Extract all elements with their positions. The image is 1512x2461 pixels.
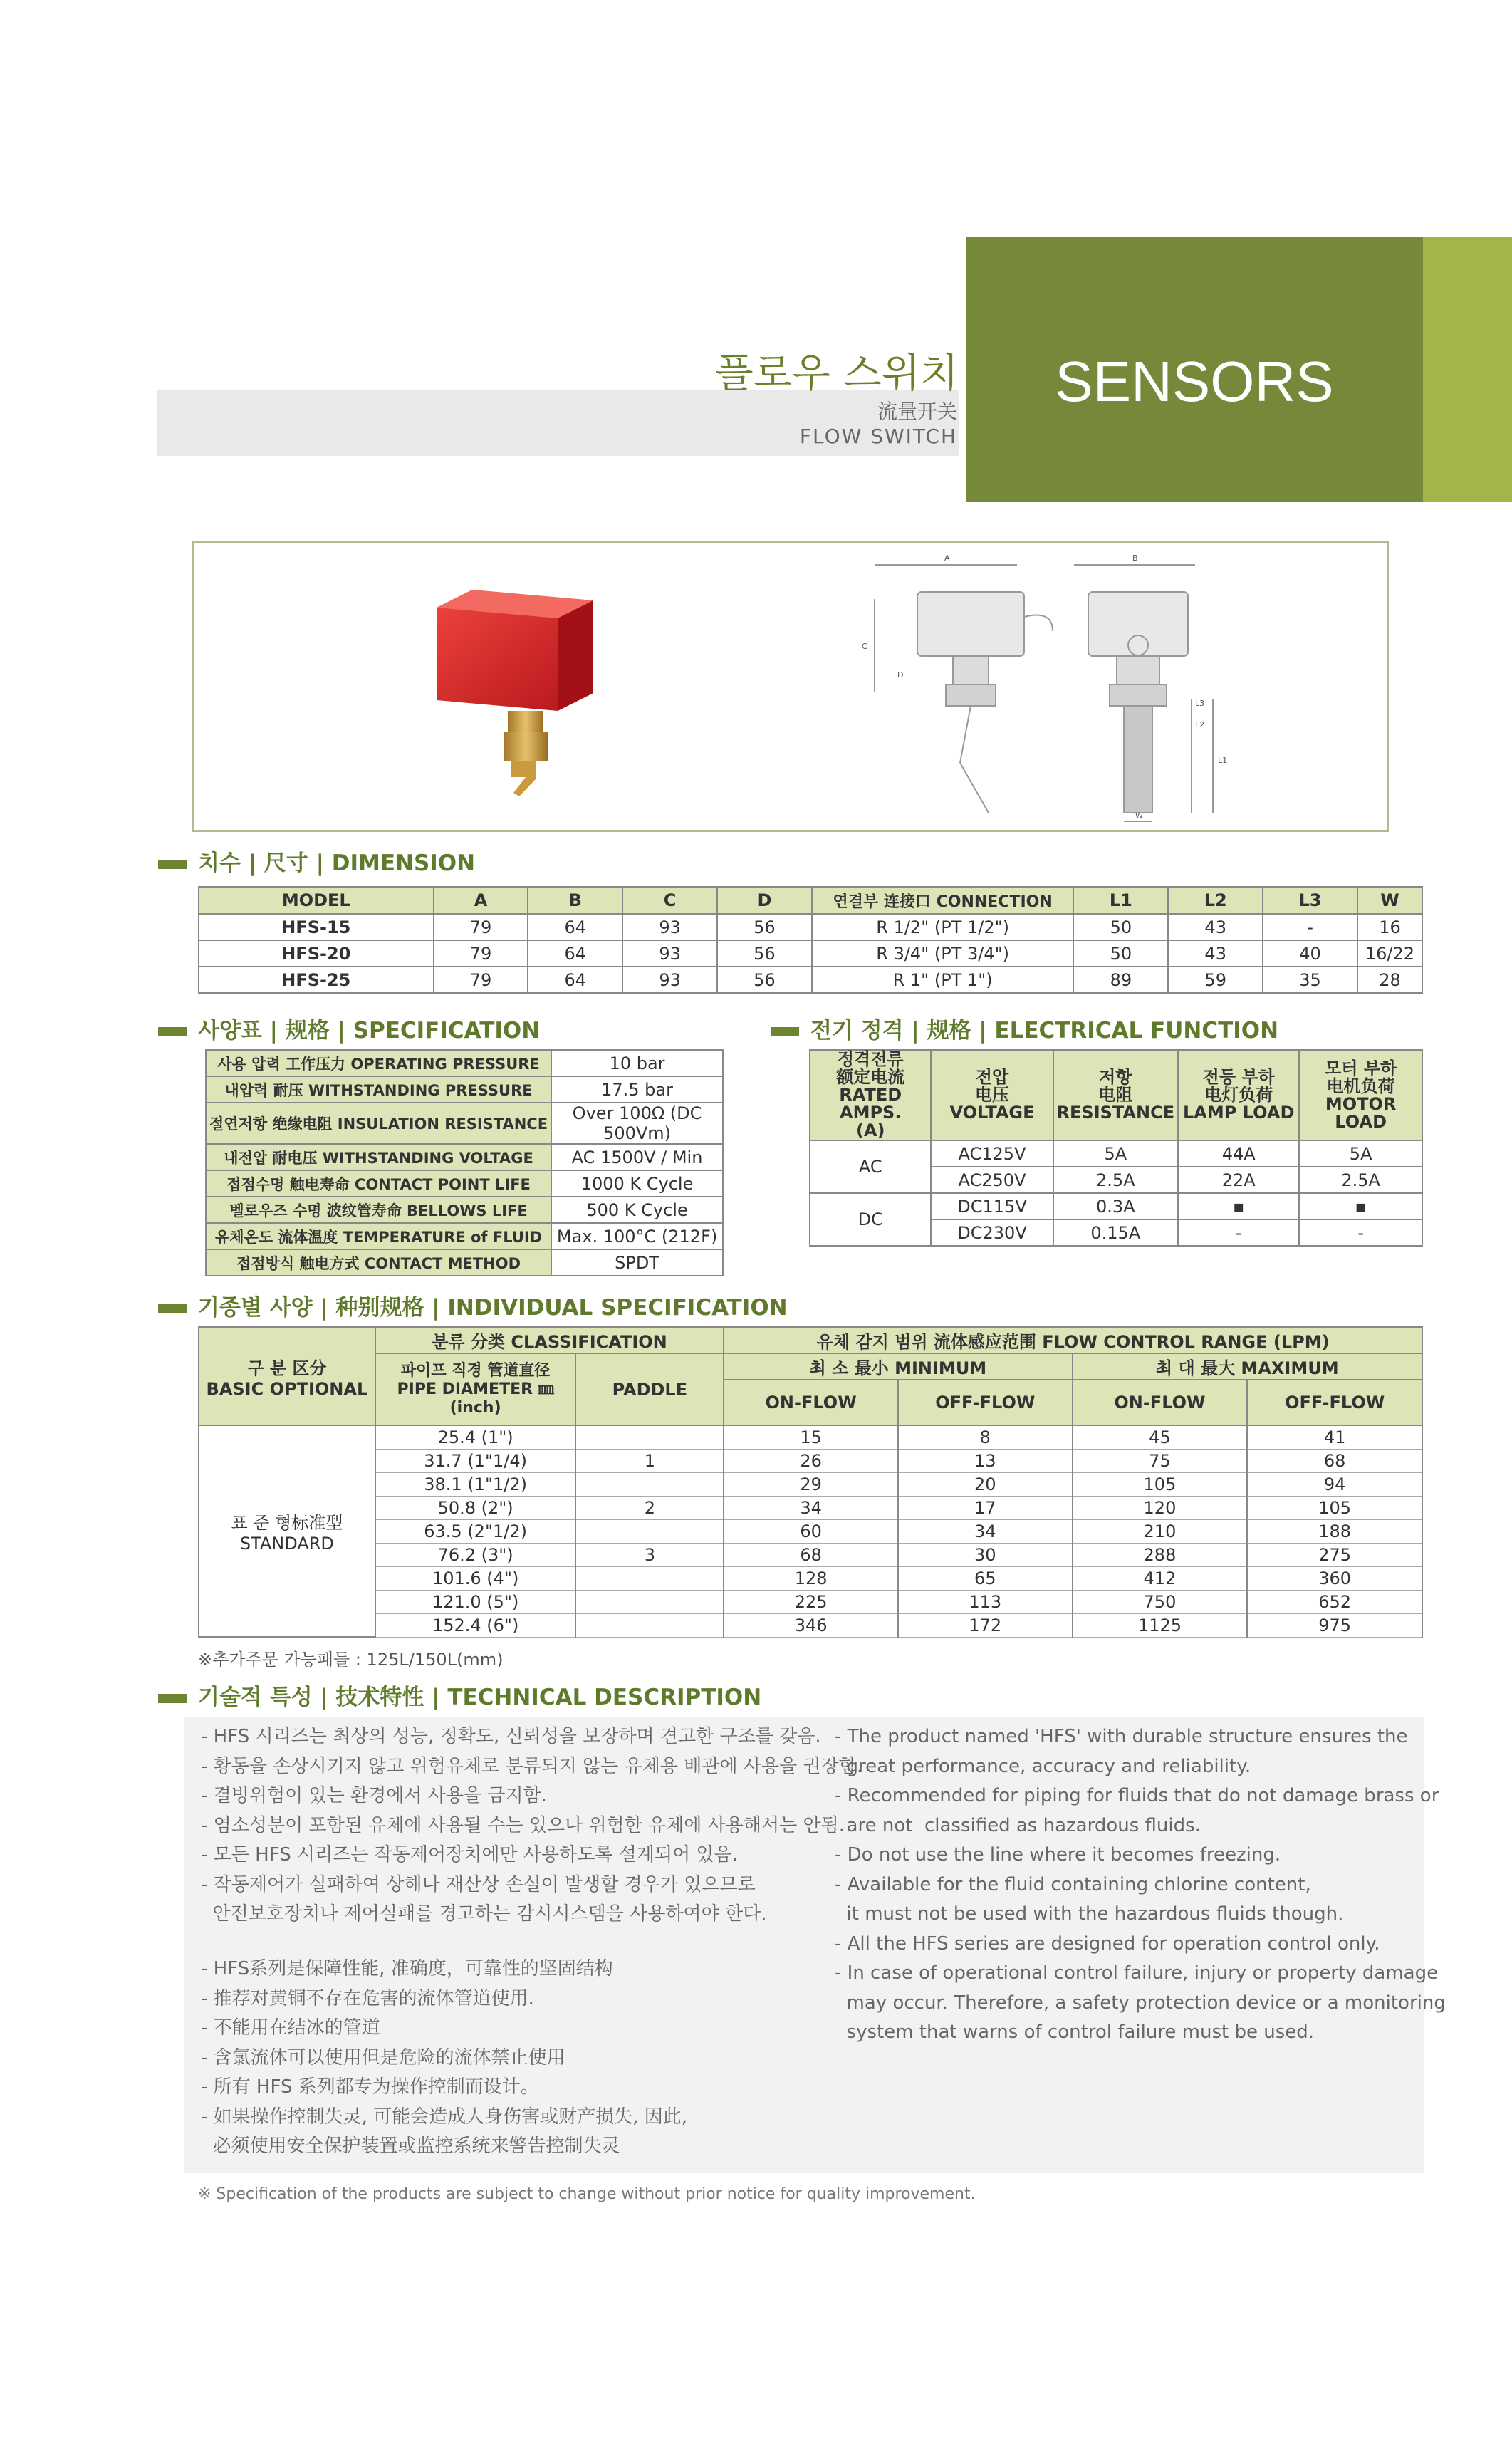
- table-row: [206, 1103, 723, 1144]
- table-cell: 1125: [1073, 1613, 1248, 1637]
- table-cell: 64: [528, 967, 622, 993]
- table-cell: 76.2 (3"): [375, 1543, 576, 1566]
- technical-line: - The product named 'HFS' with durable structure ensures the: [835, 1726, 1408, 1747]
- table-cell: 56: [717, 967, 812, 993]
- current-type: AC: [810, 1140, 931, 1193]
- table-cell: 2: [575, 1496, 724, 1519]
- table-cell: ▪: [1178, 1193, 1299, 1219]
- col-lamp-load: 전등 부하 电灯负荷 LAMP LOAD: [1178, 1050, 1299, 1140]
- table-row: [199, 1519, 1422, 1543]
- table-cell: 346: [724, 1613, 898, 1637]
- table-cell: HFS-15: [199, 914, 434, 940]
- technical-english: [835, 1722, 1446, 2048]
- col-resistance: 저항 电阻 RESISTANCE: [1053, 1050, 1179, 1140]
- table-row: [810, 1140, 1422, 1167]
- table-cell: 275: [1247, 1543, 1422, 1566]
- table-cell: R 1" (PT 1"): [812, 967, 1074, 993]
- table-cell: 60: [724, 1519, 898, 1543]
- table-cell: R 1/2" (PT 1/2"): [812, 914, 1074, 940]
- table-cell: 56: [717, 940, 812, 967]
- table-cell: 5A: [1299, 1140, 1422, 1167]
- table-cell: 8: [898, 1425, 1073, 1449]
- table-cell: HFS-20: [199, 940, 434, 967]
- col-paddle: PADDLE: [575, 1353, 724, 1425]
- drawing-label-l3: L3: [1195, 699, 1205, 708]
- technical-chinese: [201, 1955, 687, 2162]
- col-minimum: 최 소 最小 MINIMUM: [724, 1353, 1072, 1380]
- table-cell: [575, 1613, 724, 1637]
- table-row: [199, 967, 1422, 993]
- table-cell: 29: [724, 1472, 898, 1496]
- drawing-label-l2: L2: [1195, 720, 1205, 729]
- table-cell: 63.5 (2"1/2): [375, 1519, 576, 1543]
- table-row: [206, 1050, 723, 1076]
- dim-col-header: D: [717, 887, 812, 914]
- table-cell: 30: [898, 1543, 1073, 1566]
- table-cell: -: [1263, 914, 1357, 940]
- table-cell: 50: [1073, 914, 1168, 940]
- spec-value: AC 1500V / Min: [551, 1144, 723, 1170]
- table-cell: [575, 1472, 724, 1496]
- table-cell: [575, 1425, 724, 1449]
- dim-col-header: MODEL: [199, 887, 434, 914]
- technical-line: - 황동을 손상시키지 않고 위험유체로 분류되지 않는 유체용 배관에 사용을 권장함.: [201, 1755, 863, 1777]
- drawing-label-w: W: [1135, 811, 1143, 821]
- table-cell: 79: [434, 967, 528, 993]
- table-row: [206, 1223, 723, 1249]
- table-cell: DC115V: [931, 1193, 1053, 1219]
- technical-line: - Available for the fluid containing chlorine content,: [835, 1873, 1311, 1895]
- table-cell: 93: [622, 940, 717, 967]
- table-row: [199, 1590, 1422, 1613]
- col-rated-amps: 정격전류 额定电流 RATED AMPS. (A): [810, 1050, 931, 1140]
- table-cell: AC250V: [931, 1167, 1053, 1193]
- spec-value: Over 100Ω (DC 500Vm): [551, 1103, 723, 1144]
- technical-line: may occur. Therefore, a safety protection device or a monitoring: [835, 1992, 1446, 2014]
- table-cell: 89: [1073, 967, 1168, 993]
- spec-label: 접점수명 触电寿命 CONTACT POINT LIFE: [206, 1170, 551, 1197]
- technical-line: 안전보호장치나 제어실패를 경고하는 감시시스템을 사용하여야 한다.: [201, 1903, 767, 1925]
- table-cell: 120: [1073, 1496, 1248, 1519]
- table-cell: 652: [1247, 1590, 1422, 1613]
- technical-line: - 推荐对黄铜不存在危害的流体管道使用.: [201, 1987, 534, 2009]
- spec-value: 1000 K Cycle: [551, 1170, 723, 1197]
- table-cell: 113: [898, 1590, 1073, 1613]
- page-title-english: FLOW SWITCH: [799, 425, 957, 448]
- table-cell: [575, 1590, 724, 1613]
- spec-value: 500 K Cycle: [551, 1197, 723, 1223]
- table-row: [206, 1249, 723, 1276]
- drawing-label-d: D: [897, 670, 904, 680]
- table-cell: 16/22: [1357, 940, 1422, 967]
- table-cell: 225: [724, 1590, 898, 1613]
- dim-col-header: B: [528, 887, 622, 914]
- table-cell: HFS-25: [199, 967, 434, 993]
- technical-line: - 염소성분이 포함된 유체에 사용될 수는 있으나 위험한 유체에 사용해서는 안됨.: [201, 1814, 845, 1836]
- dim-col-header: W: [1357, 887, 1422, 914]
- table-cell: 41: [1247, 1425, 1422, 1449]
- technical-line: it must not be used with the hazardous fluids though.: [835, 1903, 1344, 1925]
- table-cell: 17: [898, 1496, 1073, 1519]
- table-cell: 105: [1247, 1496, 1422, 1519]
- page-title-chinese: 流量开关: [877, 400, 957, 423]
- technical-line: - 결빙위험이 있는 환경에서 사용을 금지함.: [201, 1785, 547, 1806]
- technical-line: - In case of operational control failure, injury or property damage: [835, 1962, 1439, 1984]
- table-cell: 79: [434, 914, 528, 940]
- table-cell: 412: [1073, 1566, 1248, 1590]
- electrical-table: [809, 1049, 1423, 1247]
- table-cell: -: [1178, 1219, 1299, 1246]
- spec-value: SPDT: [551, 1249, 723, 1276]
- dimension-drawing: [853, 549, 1366, 831]
- technical-line: - 所有 HFS 系列都专为操作控制而设计。: [201, 2076, 539, 2098]
- dim-col-header: L3: [1263, 887, 1357, 914]
- table-row: [199, 1449, 1422, 1472]
- table-cell: 0.3A: [1053, 1193, 1179, 1219]
- table-row: [810, 1193, 1422, 1219]
- table-cell: 68: [724, 1543, 898, 1566]
- spec-label: 유체온도 流体温度 TEMPERATURE of FLUID: [206, 1223, 551, 1249]
- individual-spec-table: [198, 1326, 1423, 1638]
- technical-line: - Recommended for piping for fluids that do not damage brass or: [835, 1785, 1439, 1806]
- table-cell: 2.5A: [1299, 1167, 1422, 1193]
- table-cell: 360: [1247, 1566, 1422, 1590]
- col-basic-optional: 구 분 区分 BASIC OPTIONAL: [199, 1327, 375, 1425]
- technical-line: are not classified as hazardous fluids.: [835, 1814, 1201, 1836]
- section-heading-individual: 기종별 사양 | 种别规格 | INDIVIDUAL SPECIFICATION: [158, 1289, 788, 1321]
- technical-line: - 如果操作控制失灵, 可能会造成人身伤害或财产损失, 因此,: [201, 2106, 687, 2128]
- table-row: [206, 1144, 723, 1170]
- table-row: [206, 1197, 723, 1223]
- table-row: [199, 1566, 1422, 1590]
- table-cell: 5A: [1053, 1140, 1179, 1167]
- table-cell: 188: [1247, 1519, 1422, 1543]
- table-cell: 38.1 (1"1/2): [375, 1472, 576, 1496]
- col-max-on-flow: ON-FLOW: [1073, 1380, 1248, 1425]
- spec-label: 접점방식 触电方式 CONTACT METHOD: [206, 1249, 551, 1276]
- table-cell: 750: [1073, 1590, 1248, 1613]
- table-cell: 79: [434, 940, 528, 967]
- col-motor-load: 모터 부하 电机负荷 MOTOR LOAD: [1299, 1050, 1422, 1140]
- technical-line: - 작동제어가 실패하여 상해나 재산상 손실이 발생할 경우가 있으므로: [201, 1873, 756, 1895]
- spec-label: 벨로우즈 수명 波纹管寿命 BELLOWS LIFE: [206, 1197, 551, 1223]
- table-cell: AC125V: [931, 1140, 1053, 1167]
- table-cell: 93: [622, 967, 717, 993]
- table-cell: 50: [1073, 940, 1168, 967]
- spec-label: 절연저항 绝缘电阻 INSULATION RESISTANCE: [206, 1103, 551, 1144]
- table-cell: 93: [622, 914, 717, 940]
- table-cell: 35: [1263, 967, 1357, 993]
- category-banner-strip: [1423, 237, 1512, 502]
- section-heading-specification: 사양표 | 规格 | SPECIFICATION: [158, 1012, 540, 1044]
- table-cell: -: [1299, 1219, 1422, 1246]
- dim-col-header: L1: [1073, 887, 1168, 914]
- table-row: [206, 1076, 723, 1103]
- table-cell: 3: [575, 1543, 724, 1566]
- table-cell: 43: [1168, 914, 1263, 940]
- table-cell: 288: [1073, 1543, 1248, 1566]
- table-cell: 45: [1073, 1425, 1248, 1449]
- technical-korean: [201, 1722, 862, 1930]
- table-row: [199, 1543, 1422, 1566]
- table-cell: 75: [1073, 1449, 1248, 1472]
- col-flow-range: 유체 감지 범위 流体感应范围 FLOW CONTROL RANGE (LPM): [724, 1327, 1422, 1353]
- table-cell: 15: [724, 1425, 898, 1449]
- technical-line: great performance, accuracy and reliability.: [835, 1755, 1251, 1777]
- dim-col-header: A: [434, 887, 528, 914]
- col-min-off-flow: OFF-FLOW: [898, 1380, 1073, 1425]
- table-cell: 210: [1073, 1519, 1248, 1543]
- technical-line: - All the HFS series are designed for operation control only.: [835, 1932, 1380, 1955]
- table-cell: 28: [1357, 967, 1422, 993]
- current-type: DC: [810, 1193, 931, 1246]
- col-pipe-diameter: 파이프 직경 管道直径 PIPE DIAMETER ㎜ (inch): [375, 1353, 576, 1425]
- col-classification: 분류 分类 CLASSIFICATION: [375, 1327, 724, 1353]
- table-cell: 2.5A: [1053, 1167, 1179, 1193]
- table-cell: 16: [1357, 914, 1422, 940]
- col-maximum: 최 대 最大 MAXIMUM: [1073, 1353, 1422, 1380]
- standard-type: [199, 1425, 375, 1637]
- spec-label: 내전압 耐电压 WITHSTANDING VOLTAGE: [206, 1144, 551, 1170]
- spec-value: 10 bar: [551, 1050, 723, 1076]
- table-row: [199, 914, 1422, 940]
- table-cell: 152.4 (6"): [375, 1613, 576, 1637]
- table-cell: 13: [898, 1449, 1073, 1472]
- table-cell: 121.0 (5"): [375, 1590, 576, 1613]
- category-label: SENSORS: [1055, 350, 1334, 413]
- dim-col-header: L2: [1168, 887, 1263, 914]
- table-cell: 101.6 (4"): [375, 1566, 576, 1590]
- technical-line: - 含氯流体可以使用但是危险的流体禁止使用: [201, 2046, 565, 2069]
- table-cell: 22A: [1178, 1167, 1299, 1193]
- table-cell: 64: [528, 940, 622, 967]
- table-cell: R 3/4" (PT 3/4"): [812, 940, 1074, 967]
- table-cell: 26: [724, 1449, 898, 1472]
- section-heading-technical: 기술적 특성 | 技术特性 | TECHNICAL DESCRIPTION: [158, 1679, 761, 1711]
- table-cell: 975: [1247, 1613, 1422, 1637]
- technical-line: - 모든 HFS 시리즈는 작동제어장치에만 사용하도록 설계되어 있음.: [201, 1844, 738, 1866]
- spec-value: Max. 100°C (212F): [551, 1223, 723, 1249]
- table-cell: 34: [724, 1496, 898, 1519]
- section-heading-electrical: 전기 정격 | 规格 | ELECTRICAL FUNCTION: [771, 1012, 1278, 1044]
- paddle-note: ※추가주문 가능패들 : 125L/150L(mm): [198, 1650, 504, 1670]
- table-cell: 94: [1247, 1472, 1422, 1496]
- product-frame: [192, 541, 1389, 832]
- table-row: [206, 1170, 723, 1197]
- table-cell: [575, 1519, 724, 1543]
- technical-line: - HFS系列是保障性能, 准确度，可靠性的坚固结构: [201, 1958, 613, 1979]
- table-row: [199, 1496, 1422, 1519]
- table-cell: 128: [724, 1566, 898, 1590]
- table-cell: 1: [575, 1449, 724, 1472]
- spec-label: 사용 압력 工作压力 OPERATING PRESSURE: [206, 1050, 551, 1076]
- table-cell: 105: [1073, 1472, 1248, 1496]
- drawing-label-b: B: [1132, 553, 1138, 563]
- table-row: [199, 1472, 1422, 1496]
- footer-notice: ※ Specification of the products are subject to change without prior notice for quality improvement.: [198, 2185, 976, 2203]
- table-cell: 34: [898, 1519, 1073, 1543]
- technical-line: system that warns of control failure must be used.: [835, 2022, 1315, 2043]
- col-min-on-flow: ON-FLOW: [724, 1380, 898, 1425]
- spec-value: 17.5 bar: [551, 1076, 723, 1103]
- table-cell: 64: [528, 914, 622, 940]
- drawing-label-a: A: [944, 553, 950, 563]
- table-cell: 20: [898, 1472, 1073, 1496]
- table-cell: 0.15A: [1053, 1219, 1179, 1246]
- drawing-label-c: C: [862, 642, 867, 651]
- table-cell: 50.8 (2"): [375, 1496, 576, 1519]
- product-photo: [429, 586, 615, 800]
- dim-col-header: C: [622, 887, 717, 914]
- table-cell: 172: [898, 1613, 1073, 1637]
- specification-table: [205, 1049, 724, 1276]
- col-voltage: 전압 电压 VOLTAGE: [931, 1050, 1053, 1140]
- table-cell: 56: [717, 914, 812, 940]
- standard-label-ko: 표 준 형标准型: [231, 1513, 343, 1533]
- table-cell: 25.4 (1"): [375, 1425, 576, 1449]
- dimension-table: [198, 886, 1423, 994]
- dim-col-header: 연결부 连接口 CONNECTION: [812, 887, 1074, 914]
- standard-label-en: STANDARD: [239, 1534, 334, 1554]
- table-row: [199, 940, 1422, 967]
- table-cell: 40: [1263, 940, 1357, 967]
- table-cell: 44A: [1178, 1140, 1299, 1167]
- technical-line: - HFS 시리즈는 최상의 성능, 정확도, 신뢰성을 보장하며 견고한 구조를 갖음.: [201, 1726, 821, 1747]
- page-title-korean: 플로우 스위치: [714, 350, 959, 397]
- col-max-off-flow: OFF-FLOW: [1247, 1380, 1422, 1425]
- table-cell: 59: [1168, 967, 1263, 993]
- table-cell: ▪: [1299, 1193, 1422, 1219]
- table-cell: 43: [1168, 940, 1263, 967]
- table-cell: [575, 1566, 724, 1590]
- table-row: [199, 1425, 1422, 1449]
- drawing-label-l1: L1: [1218, 756, 1228, 765]
- table-cell: 31.7 (1"1/4): [375, 1449, 576, 1472]
- technical-line: 必须使用安全保护装置或监控系统来警告控制失灵: [201, 2135, 620, 2157]
- section-heading-dimension: 치수 | 尺寸 | DIMENSION: [158, 845, 475, 877]
- table-cell: DC230V: [931, 1219, 1053, 1246]
- table-cell: 68: [1247, 1449, 1422, 1472]
- technical-line: - Do not use the line where it becomes freezing.: [835, 1844, 1281, 1866]
- table-row: [199, 1613, 1422, 1637]
- table-cell: 65: [898, 1566, 1073, 1590]
- technical-line: - 不能用在结冰的管道: [201, 2017, 380, 2039]
- spec-label: 내압력 耐压 WITHSTANDING PRESSURE: [206, 1076, 551, 1103]
